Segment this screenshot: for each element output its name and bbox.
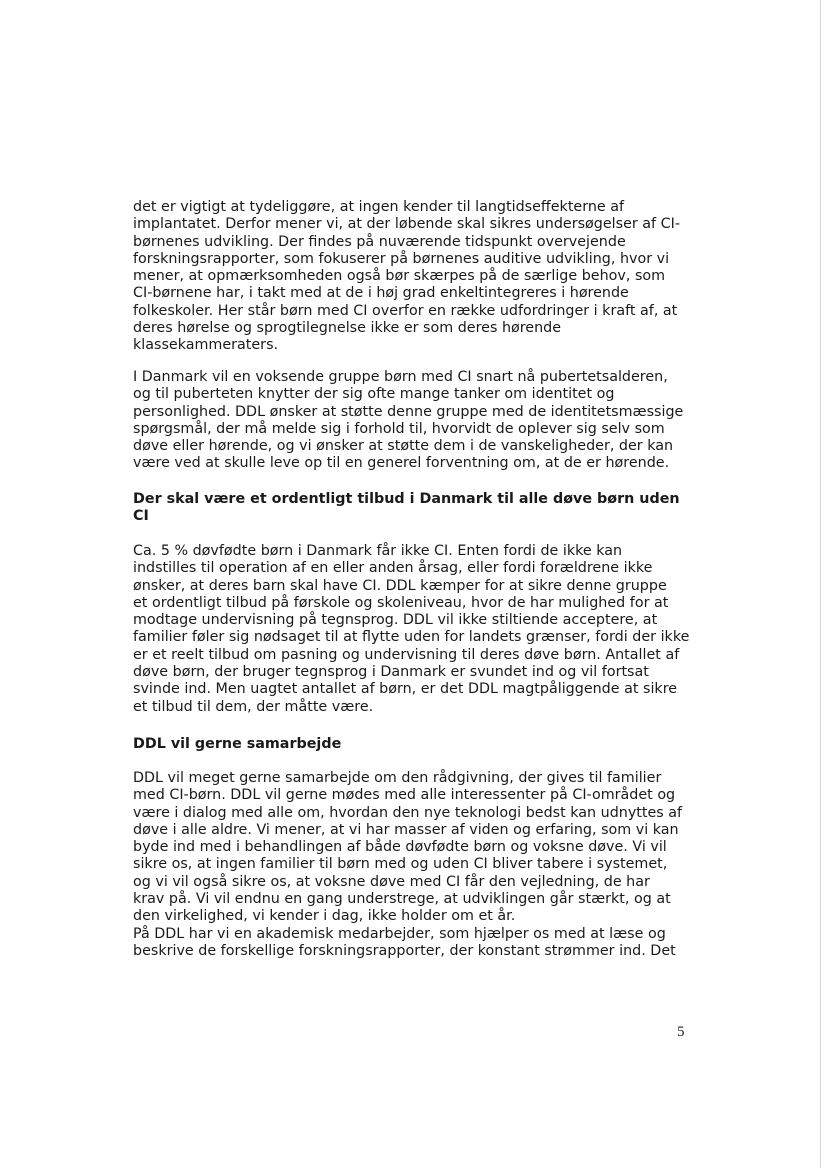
text-line: et ordentligt tilbud på førskole og skoleniveau, hvor de har mulighed for at xyxy=(133,594,669,611)
text-line: byde ind med i behandlingen af både døvfødte børn og voksne døve. Vi vil xyxy=(133,839,667,856)
text-line: et tilbud til dem, der måtte være. xyxy=(133,698,374,715)
text-line: folkeskoler. Her står børn med CI overfor en række udfordringer i kraft af, at xyxy=(133,302,678,319)
text-line: I Danmark vil en voksende gruppe børn med CI snart nå pubertetsalderen, xyxy=(133,369,668,385)
text-line: modtage undervisning på tegnsprog. DDL vil ikke stiltiende acceptere, at xyxy=(133,612,658,629)
text-line: CI xyxy=(133,508,149,525)
text-line: indstilles til operation af en eller anden årsag, eller fordi forældrene ikke xyxy=(133,560,653,577)
text-line: forskningsrapporter, som fokuserer på børnenes auditive udvikling, hvor vi xyxy=(133,250,670,267)
text-line: være i dialog med alle om, hvordan den nye teknologi bedst kan udnyttes af xyxy=(133,804,683,821)
text-line: det er vigtigt at tydeliggøre, at ingen kender til langtidseffekterne af xyxy=(133,199,625,215)
text-line: den virkelighed, vi kender i dag, ikke holder om et år. xyxy=(133,908,516,925)
text-line: døve i alle aldre. Vi mener, at vi har masser af viden og erfaring, som vi kan xyxy=(133,821,679,838)
text-line: være ved at skulle leve op til en generel forventning om, at de er hørende. xyxy=(133,455,670,472)
text-line: med CI-børn. DDL vil gerne mødes med alle interessenter på CI-området og xyxy=(133,787,676,804)
paragraph-puberty-identity xyxy=(133,369,683,473)
text-line: DDL vil gerne samarbejde xyxy=(133,736,342,752)
text-line: mener, at opmærksomheden også bør skærpes på de særlige behov, som xyxy=(133,268,666,285)
text-line: døve børn, der bruger tegnsprog i Danmark er svundet ind og vil fortsat xyxy=(133,664,649,681)
section-heading-cooperation xyxy=(133,736,341,753)
text-line: krav på. Vi vil endnu en gang understrege, at udviklingen går stærkt, og at xyxy=(133,891,671,908)
text-line: Der skal være et ordentligt tilbud i Danmark til alle døve børn uden xyxy=(133,491,680,507)
text-line: DDL vil meget gerne samarbejde om den rådgivning, der gives til familier xyxy=(133,770,662,786)
text-line: sikre os, at ingen familier til børn med og uden CI bliver tabere i systemet, xyxy=(133,856,668,873)
scan-edge xyxy=(820,0,821,1168)
text-line: CI-børnene har, i takt med at de i høj grad enkeltintegreres i hørende xyxy=(133,285,629,302)
text-line: klassekammeraters. xyxy=(133,337,279,354)
text-line: og til puberteten knytter der sig ofte mange tanker om identitet og xyxy=(133,386,615,403)
paragraph-cooperation xyxy=(133,770,682,960)
paragraph-implant-research xyxy=(133,199,680,355)
text-line: familier føler sig nødsaget til at flytte uden for landets grænser, fordi der ikke xyxy=(133,629,690,646)
text-line: spørgsmål, der må melde sig i forhold til, hvorvidt de oplever sig selv som xyxy=(133,420,665,437)
text-line: personlighed. DDL ønsker at støtte denne gruppe med de identitetsmæssige xyxy=(133,403,684,420)
text-line: svinde ind. Men uagtet antallet af børn, er det DDL magtpåliggende at sikre xyxy=(133,681,678,698)
text-line: og vi vil også sikre os, at voksne døve med CI får den vejledning, de har xyxy=(133,873,650,890)
text-line: døve eller hørende, og vi ønsker at støtte dem i de vanskeligheder, der kan xyxy=(133,438,674,455)
text-line: Ca. 5 % døvfødte børn i Danmark får ikke CI. Enten fordi de ikke kan xyxy=(133,543,623,559)
text-line: er et reelt tilbud om pasning og undervisning til deres døve børn. Antallet af xyxy=(133,646,680,663)
text-line: deres hørelse og sprogtilegnelse ikke er som deres hørende xyxy=(133,320,562,337)
text-line: beskrive de forskellige forskningsrapporter, der konstant strømmer ind. Det xyxy=(133,942,676,959)
text-line: implantatet. Derfor mener vi, at der løbende skal sikres undersøgelser af CI- xyxy=(133,216,680,233)
section-heading-offer-without-ci xyxy=(133,491,680,526)
text-line: På DDL har vi en akademisk medarbejder, som hjælper os med at læse og xyxy=(133,925,666,942)
text-line: ønsker, at deres barn skal have CI. DDL kæmper for at sikre denne gruppe xyxy=(133,577,667,594)
page-number: 5 xyxy=(677,1024,685,1040)
paragraph-children-without-ci xyxy=(133,543,689,716)
text-line: børnenes udvikling. Der findes på nuværende tidspunkt overvejende xyxy=(133,233,626,250)
